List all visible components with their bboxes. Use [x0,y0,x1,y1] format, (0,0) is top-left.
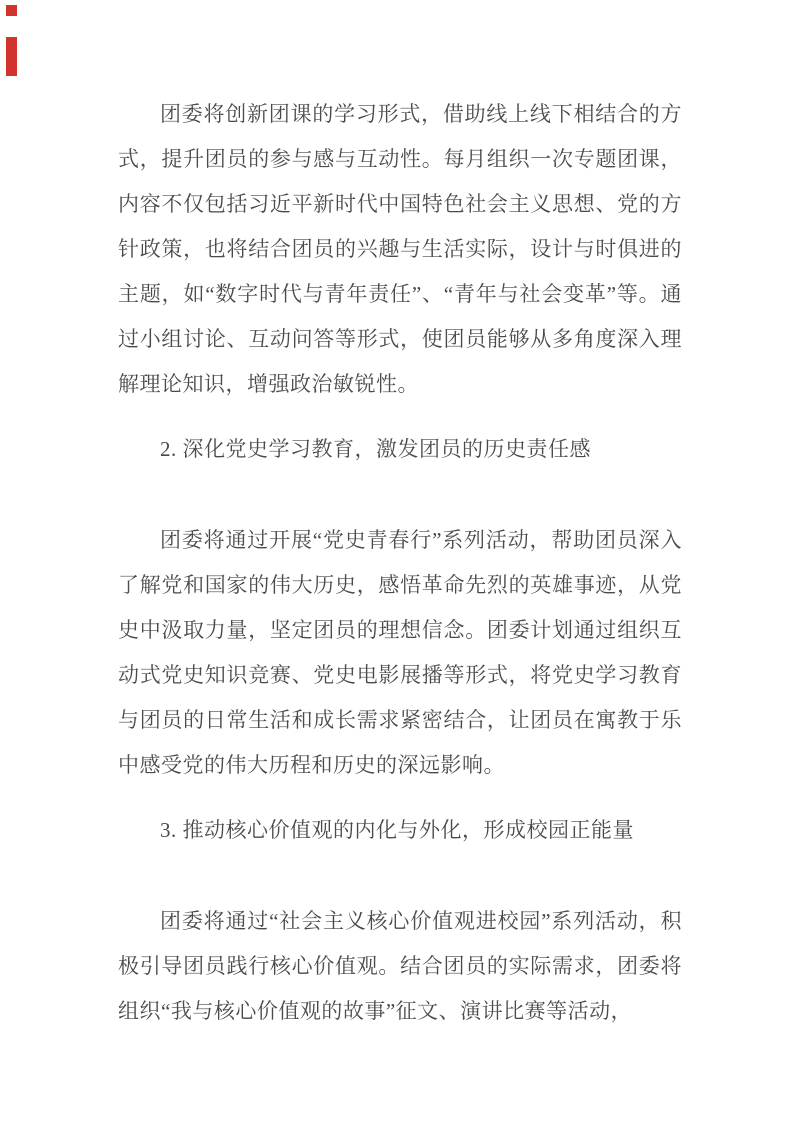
section-heading: 2. 深化党史学习教育，激发团员的历史责任感 [160,437,591,461]
paragraph: 团委将通过开展“党史青春行”系列活动，帮助团员深入了解党和国家的伟大历史，感悟革命先烈的英雄事迹，从党史中汲取力量，坚定团员的理想信念。团委计划通过组织互动式党史知识竞赛、党史电影展播等形式，将党史学习教育与团员的日常生活和成长需求紧密结合，让团员在寓教于乐中感受党的伟大历程和历史的深远影响。 [118,528,682,777]
section-heading: 3. 推动核心价值观的内化与外化，形成校园正能量 [160,818,634,842]
red-marker-bar [6,37,17,76]
paragraph: 团委将通过“社会主义核心价值观进校园”系列活动，积极引导团员践行核心价值观。结合团员的实际需求，团委将组织“我与核心价值观的故事”征文、演讲比赛等活动， [118,909,682,1023]
document-body [118,92,682,1034]
paragraph: 团委将创新团课的学习形式，借助线上线下相结合的方式，提升团员的参与感与互动性。每月组织一次专题团课，内容不仅包括习近平新时代中国特色社会主义思想、党的方针政策，也将结合团员的兴趣与生活实际，设计与时俱进的主题，如“数字时代与青年责任”、“青年与社会变革”等。通过小组讨论、互动问答等形式，使团员能够从多角度深入理解理论知识，增强政治敏锐性。 [118,102,682,396]
red-marker-square [6,5,17,16]
